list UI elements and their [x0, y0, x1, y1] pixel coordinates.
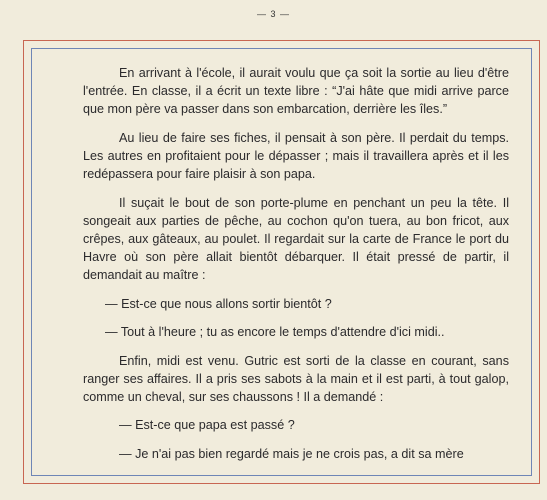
- dialogue-question-papa: — Est-ce que papa est passé ?: [119, 418, 295, 433]
- paragraph-porte-plume: Il suçait le bout de son porte-plume en penchant un peu la tête. Il songeait aux parties de pêche, au cochon qu'on tuera, au bon fricot, aux crêpes, aux gâteaux, au poulet. Il regardait sur la carte de France le port du Havre où son père allait bientôt débarquer. Il était pressé de partir, il demandait au maître :: [83, 195, 509, 283]
- paragraph-arrival: En arrivant à l'école, il aurait voulu que ça soit la sortie au lieu d'être l'entrée. En classe, il a écrit un texte libre : “J'ai hâte que midi arrive parce que mon père va passer dans son embarcation, derrière les îles.”: [83, 66, 509, 117]
- dialogue-answer-maitre: — Tout à l'heure ; tu as encore le temps d'attendre d'ici midi..: [105, 325, 445, 340]
- dialogue-answer-mere: — Je n'ai pas bien regardé mais je ne crois pas, a dit sa mère: [119, 446, 464, 461]
- story-text: [83, 64, 509, 463]
- paragraph-midi: Enfin, midi est venu. Gutric est sorti de la classe en courant, sans ranger ses affaires. Il a pris ses sabots à la main et il est parti, à tout galop, comme un cheval, sur ses chaussons ! Il a demandé :: [83, 353, 509, 404]
- page-number: — 3 —: [256, 9, 290, 19]
- dialogue-question-sortir: — Est-ce que nous allons sortir bientôt ?: [105, 296, 332, 311]
- paragraph-fiches: Au lieu de faire ses fiches, il pensait à son père. Il perdait du temps. Les autres en profitaient pour le dépasser ; mais il travaillera après et il les redépassera pour faire plaisir à son papa.: [83, 130, 509, 182]
